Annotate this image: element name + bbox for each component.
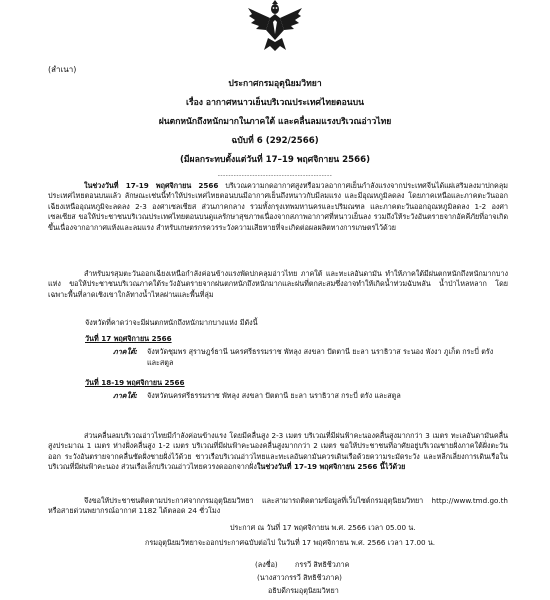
copy-label: (สำเนา) [48, 65, 77, 74]
paragraph-body: บริเวณความกดอากาศสูงหรือมวลอากาศเย็นกำลังแรงจากประเทศจีนได้แผ่เสริมลงมาปกคลุมประเทศไทยตอนบนแล้ว ลักษณะเช่นนี้ทำให้ประเทศไทยตอนบนมีอากาศเย็นถึงหนาวกับมีลมแรง และมีอุณหภูมิลดลง โดยภาคเหนือและภาคตะวันออกเฉียงเหนืออุณหภูมิจะลดลง 2-3 องศาเซลเซียส ส่วนภาคกลาง รวมทั้งกรุงเทพมหานครและปริมณฑล และภาคตะวันออกอุณหภูมิลดลง 1-2 องศาเซลเซียส ขอให้ประชาชนบริเวณประเทศไทยตอนบนดูแลรักษาสุขภาพเนื่องจากสภาพอากาศที่หนาวเย็นลง รวมถึงให้ระวังอันตรายจากอัคคีภัยที่อาจเกิดขึ้นเนื่องจากอากาศแห้งและลมแรง สำหรับเกษตรกรควรระวังความเสียหายที่จะเกิดต่อผลผลิตทางการเกษตรไว้ด้วย [48, 181, 508, 232]
forecast-date: วันที่ 18-19 พฤศจิกายน 2566 [85, 378, 185, 387]
heading-subject-detail: ฝนตกหนักถึงหนักมากในภาคใต้ และคลื่นลมแรงบริเวณอ่าวไทย [158, 117, 392, 127]
signature-name: กรรวี สิทธิชีวภาค [295, 560, 350, 569]
signer-title: อธิบดีกรมอุตุนิยมวิทยา [268, 586, 339, 595]
forecast-date: วันที่ 17 พฤศจิกายน 2566 [85, 334, 172, 343]
heading-issue-number: ฉบับที่ 6 (292/2566) [231, 136, 319, 146]
next-announcement-time: กรมอุตุนิยมวิทยาจะออกประกาศฉบับต่อไป ในวันที่ 17 พฤศจิกายน พ.ศ. 2566 เวลา 17.00 น. [145, 538, 436, 547]
forecast-day-1 [85, 334, 505, 368]
region-name: ภาคใต้: [113, 347, 138, 357]
signature-label: (ลงชื่อ) [255, 560, 278, 569]
province-list: จังหวัดนครศรีธรรมราช พัทลุง สงขลา ปัตตานี ยะลา นราธิวาส กระบี่ ตรัง และสตูล [147, 391, 401, 401]
forecast-region-row [113, 347, 505, 368]
garuda-emblem-icon [246, 0, 304, 52]
region-name: ภาคใต้: [113, 391, 138, 401]
paragraph-cold-weather [48, 181, 508, 233]
heading-effective-dates: (มีผลกระทบตั้งแต่วันที่ 17–19 พฤศจิกายน 2566) [179, 155, 371, 165]
paragraph-lead-dates: ในช่วงวันที่ 17-19 พฤศจิกายน 2566 [84, 181, 219, 190]
forecast-region-row [113, 391, 505, 401]
paragraph-monsoon: สำหรับมรสุมตะวันออกเฉียงเหนือกำลังค่อนข้างแรงพัดปกคลุมอ่าวไทย ภาคใต้ และทะเลอันดามัน ทำให้ภาคใต้มีฝนตกหนักถึงหนักมากบางแห่ง ขอให้ประชาชนบริเวณภาคใต้ระวังอันตรายจากฝนตกหนักถึงหนักมากและฝนที่ตกสะสมซึ่งอาจทำให้เกิดน้ำท่วมฉับพลัน น้ำป่าไหลหลาก โดยเฉพาะพื้นที่ลาดเชิงเขาใกล้ทางน้ำไหลผ่านและพื้นที่ลุ่ม [48, 269, 508, 299]
paragraph-follow-updates: จึงขอให้ประชาชนติดตามประกาศจากกรมอุตุนิยมวิทยา และสามารถติดตามข้อมูลที่เว็บไซต์กรมอุตุนิยมวิทยา http://www.tmd.go.th หรือสายด่วนพยากรณ์อากาศ 1182 ได้ตลอด 24 ชั่วโมง [48, 496, 508, 516]
forecast-day-2 [85, 378, 505, 402]
paragraph-tail-dates: ในช่วงวันที่ 17-19 พฤศจิกายน 2566 นี้ไว้ด้วย [256, 462, 406, 472]
signer-full-name: (นางสาวกรรวี สิทธิชีวภาค) [257, 573, 342, 582]
signature-line [255, 560, 349, 570]
province-list-intro: จังหวัดที่คาดว่าจะมีฝนตกหนักถึงหนักมากบางแห่ง มีดังนี้ [85, 318, 258, 327]
heading-agency: ประกาศกรมอุตุนิยมวิทยา [228, 79, 322, 89]
announcement-time: ประกาศ ณ วันที่ 17 พฤศจิกายน พ.ศ. 2566 เวลา 05.00 น. [230, 523, 416, 532]
divider: ------------------------------------------- [217, 172, 333, 179]
heading-subject: เรื่อง อากาศหนาวเย็นบริเวณประเทศไทยตอนบน [186, 98, 364, 108]
paragraph-body: ส่วนคลื่นลมบริเวณอ่าวไทยมีกำลังค่อนข้างแรง โดยมีคลื่นสูง 2-3 เมตร บริเวณที่มีฝนฟ้าคะนองคลื่นสูงมากกว่า 3 เมตร ทะเลอันดามันคลื่นสูงประมาณ 1 เมตร ห่างฝั่งคลื่นสูง 1-2 เมตร บริเวณที่มีฝนฟ้าคะนองคลื่นสูงมากกว่า 2 เมตร ขอให้ประชาชนที่อาศัยอยู่บริเวณชายฝั่งภาคใต้ฝั่งตะวันออก ระวังอันตรายจากคลื่นซัดฝั่งชายฝั่งไว้ด้วย ชาวเรือบริเวณอ่าวไทยและทะเลอันดามันควรเดินเรือด้วยความระมัดระวัง และหลีกเลี่ยงการเดินเรือในบริเวณที่มีฝนฟ้าคะนอง ส่วนเรือเล็กบริเวณอ่าวไทยควรงดออกจากฝั่ง [48, 431, 508, 472]
province-list: จังหวัดชุมพร สุราษฎร์ธานี นครศรีธรรมราช พัทลุง สงขลา ปัตตานี ยะลา นราธิวาส ระนอง พังงา ภูเก็ต กระบี่ ตรัง และสตูล [147, 347, 494, 367]
paragraph-sea-waves [48, 431, 508, 473]
